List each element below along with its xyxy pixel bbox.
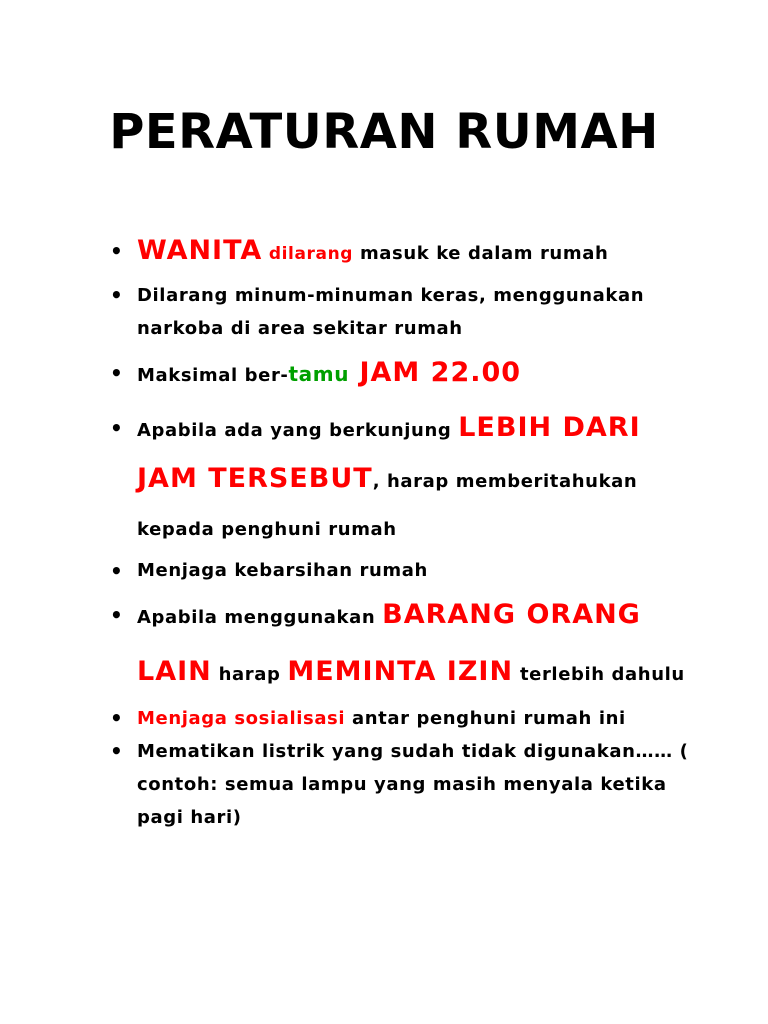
rule-text: Mematikan listrik yang sudah tidak digunakan…… ( contoh: semua lampu yang masih menyala ketika pagi hari)	[137, 741, 689, 828]
rule-text-red: Menjaga sosialisasi	[137, 708, 346, 729]
rule-text-emphasis: MEMINTA IZIN	[287, 656, 514, 687]
rule-text-emphasis: WANITA	[137, 235, 263, 266]
rule-text: terlebih dahulu	[513, 664, 685, 685]
page-title: PERATURAN RUMAH	[109, 104, 659, 160]
rule-item	[110, 735, 710, 834]
rule-text-red: dilarang	[262, 244, 354, 264]
rule-text: Menjaga kebarsihan rumah	[137, 560, 428, 581]
rule-text: Dilarang minum-minuman keras, menggunakan narkoba di area sekitar rumah	[137, 285, 645, 339]
rule-text: Apabila ada yang berkunjung	[137, 420, 459, 441]
rule-item	[110, 279, 710, 345]
rule-item	[110, 702, 710, 735]
rule-text-emphasis: BARANG ORANG LAIN	[137, 599, 641, 687]
rule-text: masuk ke dalam rumah	[353, 243, 609, 264]
rule-text: antar penghuni rumah ini	[345, 708, 626, 729]
rule-text-emphasis: JAM 22.00	[349, 357, 522, 388]
rule-item	[110, 404, 710, 554]
rule-text-green: tamu	[288, 362, 350, 386]
rule-item	[110, 345, 710, 404]
rule-text: harap	[211, 664, 288, 685]
rule-text: Maksimal ber-	[137, 365, 289, 386]
rule-item	[110, 226, 710, 279]
rule-text: , harap memberitahukan kepada penghuni rumah	[137, 471, 638, 540]
rule-item	[110, 588, 710, 702]
rule-text-emphasis: LEBIH DARI JAM TERSEBUT	[137, 412, 641, 494]
rule-item	[110, 554, 710, 588]
rules-list	[110, 226, 710, 834]
rule-text: Apabila menggunakan	[137, 607, 383, 628]
